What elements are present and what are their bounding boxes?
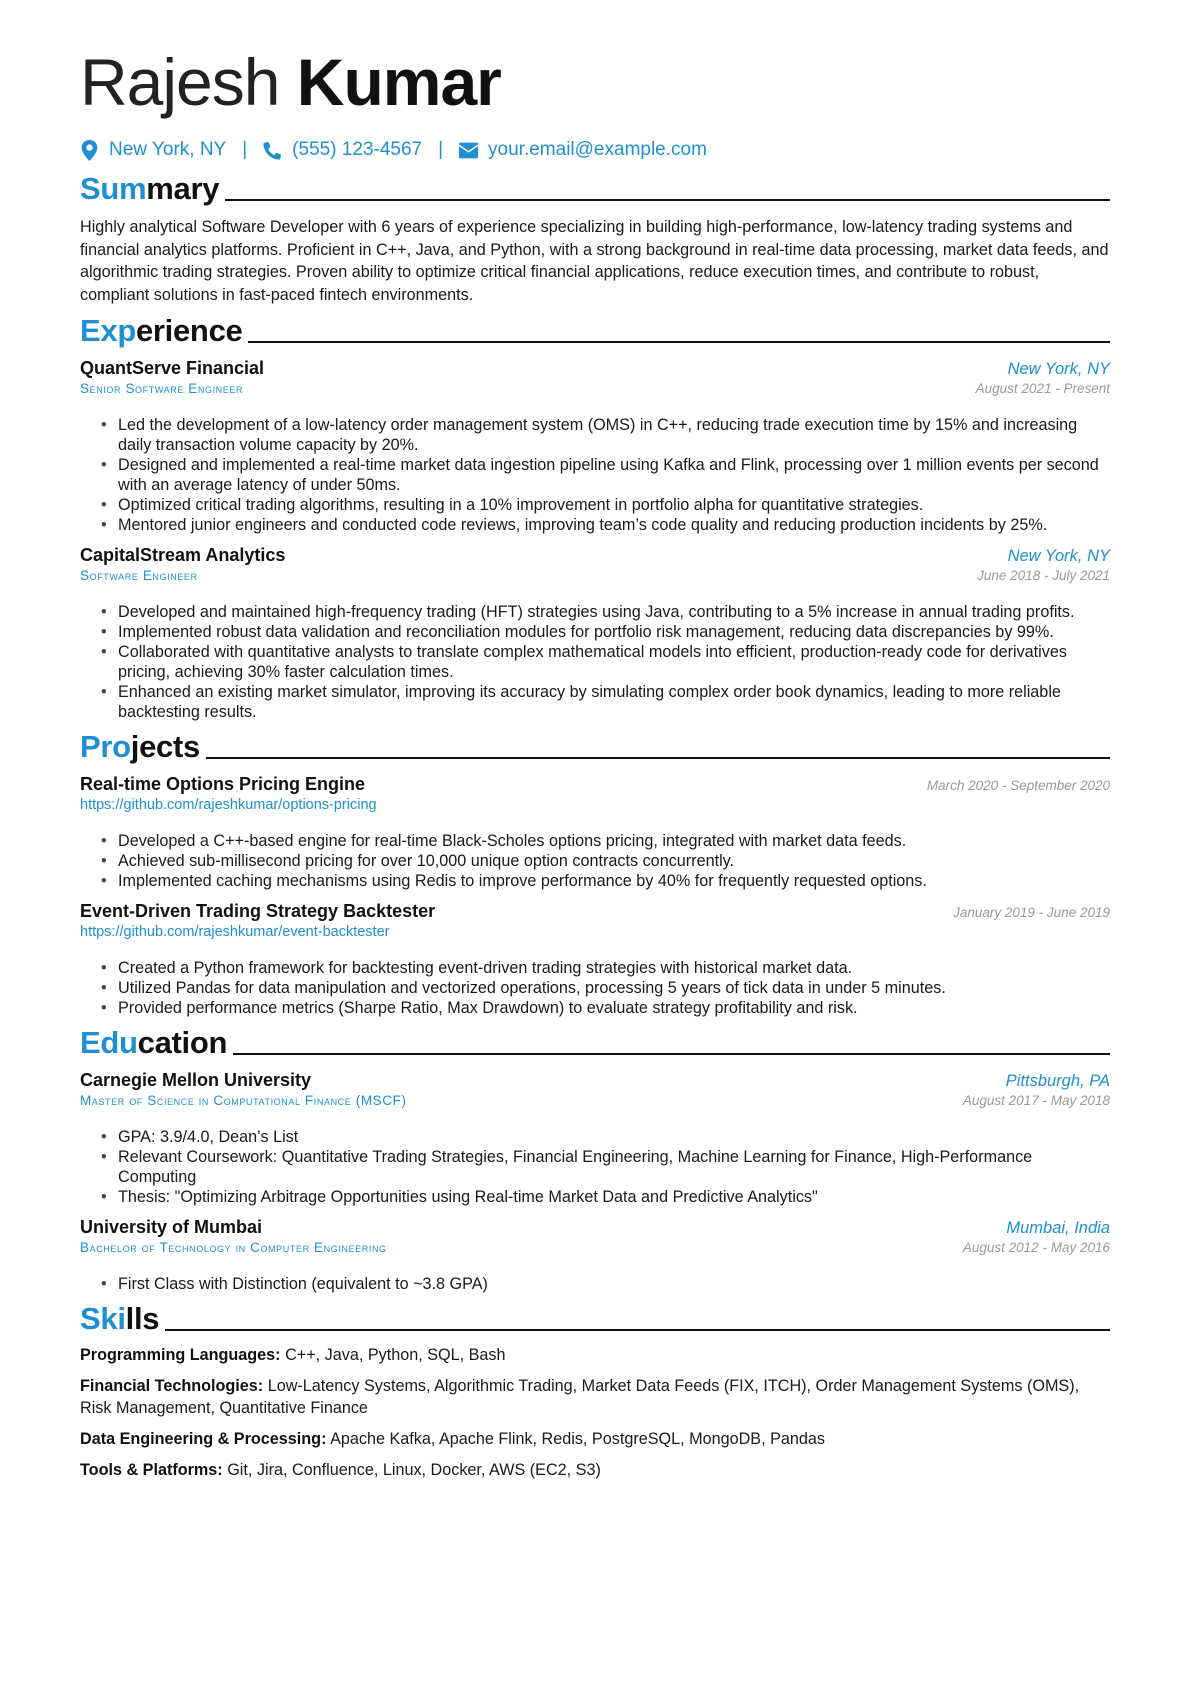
education-dates: August 2017 - May 2018 xyxy=(962,1093,1110,1108)
project-bullets xyxy=(80,958,1110,1018)
list-item: • Optimized critical trading algorithms, resulting in a 10% improvement in portfolio alpha for quantitative strategies. xyxy=(118,495,1110,515)
list-item: • Created a Python framework for backtesting event-driven trading strategies with historical market data. xyxy=(118,958,1110,978)
section-rule xyxy=(206,757,1110,759)
skill-value: Git, Jira, Confluence, Linux, Docker, AWS (EC2, S3) xyxy=(227,1461,601,1479)
education-entry xyxy=(80,1070,1110,1207)
phone-icon xyxy=(263,140,282,161)
project-link[interactable]: https://github.com/rajeshkumar/event-backtester xyxy=(80,924,390,940)
list-item: • GPA: 3.9/4.0, Dean’s List xyxy=(118,1127,1110,1147)
degree-name: Master of Science in Computational Finance (MSCF) xyxy=(80,1093,407,1108)
skill-row xyxy=(80,1428,1110,1450)
degree-name: Bachelor of Technology in Computer Engineering xyxy=(80,1240,387,1255)
skill-row xyxy=(80,1459,1110,1481)
skill-row xyxy=(80,1344,1110,1366)
list-item: • First Class with Distinction (equivalent to ~3.8 GPA) xyxy=(118,1274,1110,1294)
list-item: • Developed and maintained high-frequency trading (HFT) strategies using Java, contributing to a 5% increase in annual trading profits. xyxy=(118,602,1110,622)
list-item: • Thesis: "Optimizing Arbitrage Opportunities using Real-time Market Data and Predictive Analytics" xyxy=(118,1187,1110,1207)
education-dates: August 2012 - May 2016 xyxy=(962,1240,1110,1255)
list-item: • Relevant Coursework: Quantitative Trading Strategies, Financial Engineering, Machine Learning for Finance, High-Performance Computing xyxy=(118,1147,1110,1187)
skill-label: Tools & Platforms: xyxy=(80,1461,223,1479)
contact-separator: | xyxy=(242,139,248,160)
school-location: Pittsburgh, PA xyxy=(1005,1072,1110,1090)
list-item: • Collaborated with quantitative analysts to translate complex mathematical models into efficient, production-ready code for derivatives pricing, achieving 30% faster calculation times. xyxy=(118,642,1110,682)
section-rule xyxy=(225,199,1110,201)
project-link[interactable]: https://github.com/rajeshkumar/options-pricing xyxy=(80,797,377,813)
contact-email[interactable] xyxy=(459,139,707,161)
section-summary-title: Summary xyxy=(80,170,1110,206)
section-rule xyxy=(248,341,1110,343)
section-projects-title: Projects xyxy=(80,728,1110,764)
list-item: • Enhanced an existing market simulator, improving its accuracy by simulating complex order book dynamics, leading to more reliable backtesting results. xyxy=(118,682,1110,722)
job-title: Senior Software Engineer xyxy=(80,381,244,396)
company-name: CapitalStream Analytics xyxy=(80,545,286,565)
contact-bar xyxy=(80,136,1110,164)
skills-list xyxy=(80,1344,1110,1481)
education-entry xyxy=(80,1217,1110,1294)
project-dates: March 2020 - September 2020 xyxy=(926,778,1110,793)
skill-value: Low-Latency Systems, Algorithmic Trading, Market Data Feeds (FIX, ITCH), Order Management Systems (OMS), Risk Management, Quantitative Finance xyxy=(80,1377,1080,1417)
experience-entry xyxy=(80,358,1110,535)
envelope-icon xyxy=(459,140,478,161)
skill-label: Financial Technologies: xyxy=(80,1377,264,1395)
project-entry xyxy=(80,901,1110,1018)
experience-bullets xyxy=(80,415,1110,535)
location-text: New York, NY xyxy=(109,139,227,160)
company-name: QuantServe Financial xyxy=(80,358,265,378)
project-name: Event-Driven Trading Strategy Backtester xyxy=(80,901,436,921)
list-item: • Utilized Pandas for data manipulation and vectorized operations, processing 5 years of tick data in under 5 minutes. xyxy=(118,978,1110,998)
experience-bullets xyxy=(80,602,1110,722)
last-name: Kumar xyxy=(296,45,501,119)
list-item: • Developed a C++-based engine for real-time Black-Scholes options pricing, integrated with market data feeds. xyxy=(118,831,1110,851)
experience-entry xyxy=(80,545,1110,722)
candidate-name xyxy=(80,44,1110,120)
job-location: New York, NY xyxy=(1007,547,1110,565)
contact-location xyxy=(80,139,226,161)
first-name: Rajesh xyxy=(80,45,280,119)
skill-label: Data Engineering & Processing: xyxy=(80,1430,327,1448)
list-item: • Mentored junior engineers and conducted code reviews, improving team’s code quality and reducing production incidents by 25%. xyxy=(118,515,1110,535)
school-name: University of Mumbai xyxy=(80,1217,263,1237)
list-item: • Implemented caching mechanisms using Redis to improve performance by 40% for frequently requested options. xyxy=(118,871,1110,891)
skill-label: Programming Languages: xyxy=(80,1346,281,1364)
project-entry xyxy=(80,774,1110,891)
school-location: Mumbai, India xyxy=(1006,1219,1110,1237)
education-bullets xyxy=(80,1127,1110,1207)
project-name: Real-time Options Pricing Engine xyxy=(80,774,366,794)
skill-row xyxy=(80,1375,1110,1419)
section-education-title: Education xyxy=(80,1024,1110,1060)
project-bullets xyxy=(80,831,1110,891)
section-skills-title: Skills xyxy=(80,1300,1110,1336)
map-marker-icon xyxy=(80,140,99,161)
contact-separator: | xyxy=(438,139,444,160)
contact-phone xyxy=(263,139,422,161)
section-rule xyxy=(165,1329,1110,1331)
skill-value: C++, Java, Python, SQL, Bash xyxy=(285,1346,506,1364)
school-name: Carnegie Mellon University xyxy=(80,1070,312,1090)
job-dates: June 2018 - July 2021 xyxy=(977,568,1110,583)
list-item: • Implemented robust data validation and reconciliation modules for portfolio risk management, reducing data discrepancies by 99%. xyxy=(118,622,1110,642)
project-dates: January 2019 - June 2019 xyxy=(953,905,1110,920)
job-location: New York, NY xyxy=(1007,360,1110,378)
job-dates: August 2021 - Present xyxy=(975,381,1110,396)
section-experience-title: Experience xyxy=(80,312,1110,348)
summary-text: Highly analytical Software Developer with 6 years of experience specializing in building high-performance, low-latency trading systems and financial analytics platforms. Proficient in C++, Java, and Python, with a strong background in real-time data processing, market data feeds, and algorithmic trading strategies. Proven ability to optimize critical financial applications, reduce execution times, and contribute to robust, compliant solutions in fast-paced fintech environments. xyxy=(80,218,1109,304)
list-item: • Designed and implemented a real-time market data ingestion pipeline using Kafka and Flink, processing over 1 million events per second with an average latency of under 50ms. xyxy=(118,455,1110,495)
education-bullets xyxy=(80,1274,1110,1294)
job-title: Software Engineer xyxy=(80,568,198,583)
list-item: • Led the development of a low-latency order management system (OMS) in C++, reducing trade execution time by 15% and increasing daily transaction volume capacity by 20%. xyxy=(118,415,1110,455)
list-item: • Achieved sub-millisecond pricing for over 10,000 unique option contracts concurrently. xyxy=(118,851,1110,871)
skill-value: Apache Kafka, Apache Flink, Redis, PostgreSQL, MongoDB, Pandas xyxy=(330,1430,825,1448)
email-link[interactable]: your.email@example.com xyxy=(488,139,707,160)
phone-text: (555) 123-4567 xyxy=(292,139,423,160)
list-item: • Provided performance metrics (Sharpe Ratio, Max Drawdown) to evaluate strategy profitability and risk. xyxy=(118,998,1110,1018)
section-rule xyxy=(233,1053,1110,1055)
